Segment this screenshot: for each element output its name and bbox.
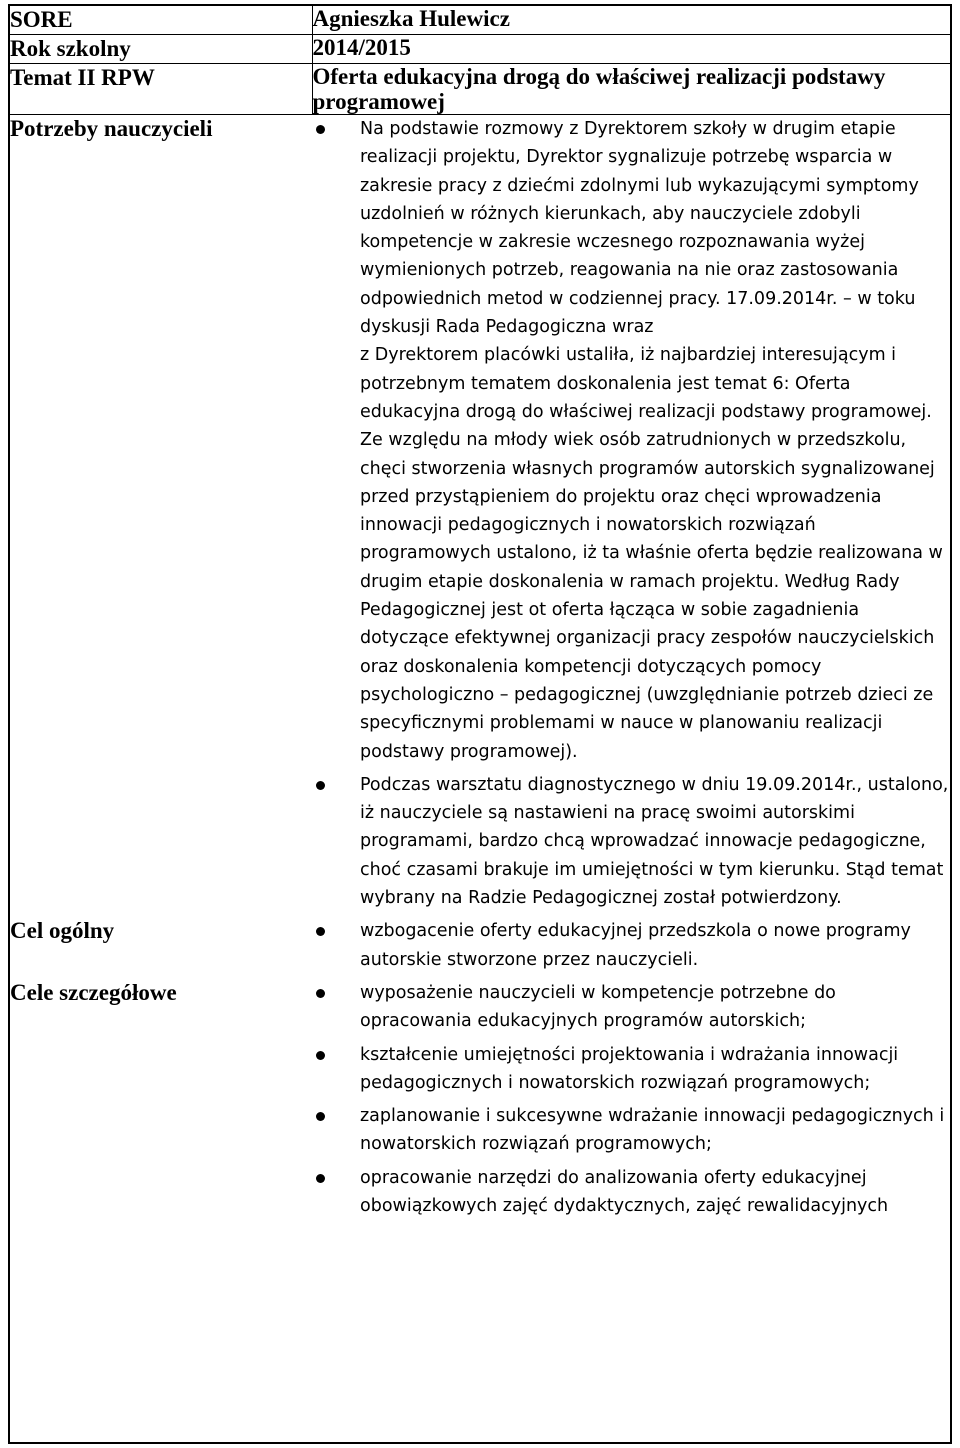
topic-value: Oferta edukacyjna drogą do właściwej realizacji podstawy programowej bbox=[312, 64, 950, 115]
needs-paragraph-1: Na podstawie rozmowy z Dyrektorem szkoły w drugim etapie realizacji projektu, Dyrektor sygnalizuje potrzebę wsparcia w zakresie pracy z dziećmi zdolnymi lub wykazującymi symptomy uzdolnień w różnych kierunkach, aby nauczyciele zdobyli kompetencje w zakresie wczesnego rozpoznawania wyżej wymienionych potrzeb, reagowania na nie oraz zastosowania odpowiednich metod w codziennej pracy. 17.09.2014r. – w toku dyskusji Rada Pedagogiczna wraz bbox=[360, 119, 919, 338]
list-item bbox=[312, 1041, 950, 1098]
topic-label: Temat II RPW bbox=[10, 64, 312, 115]
bullet-icon bbox=[316, 989, 325, 998]
sore-value: Agnieszka Hulewicz bbox=[312, 6, 950, 35]
school-year-value: 2014/2015 bbox=[312, 35, 950, 64]
needs-paragraph-3: Ze względu na młody wiek osób zatrudnionych w przedszkolu, chęci stworzenia własnych programów autorskich sygnalizowanej przed przystąpieniem do projektu oraz chęci wprowadzenia innowacji pedagogicznych i nowatorskich rozwiązań programowych ustalono, iż ta właśnie oferta będzie realizowana w drugim etapie doskonalenia w ramach projektu. Według Rady Pedagogicznej jest ot oferta łącząca w sobie zagadnienia dotyczące efektywnej organizacji pracy zespołów nauczycielskich oraz doskonalenia kompetencji dotyczących pomocy psychologiczno – pedagogicznej (uwzględnianie potrzeb dzieci ze specyficznymi problemami w nauce w planowaniu realizacji podstawy programowej). bbox=[360, 430, 943, 762]
list-item bbox=[312, 771, 950, 912]
row-sore bbox=[10, 6, 950, 35]
needs-paragraph-2: z Dyrektorem placówki ustaliła, iż najbardziej interesującym i potrzebnym tematem doskonalenia jest temat 6: Oferta edukacyjna drogą do właściwej realizacji podstawy programowej. bbox=[360, 345, 932, 422]
school-year-label: Rok szkolny bbox=[10, 35, 312, 64]
bullet-icon bbox=[316, 1174, 325, 1183]
list-item bbox=[312, 1164, 950, 1221]
teacher-needs-content bbox=[312, 115, 950, 918]
row-general-goal bbox=[10, 917, 950, 979]
row-specific-goals bbox=[10, 979, 950, 1225]
specific-goal-text: wyposażenie nauczycieli w kompetencje potrzebne do opracowania edukacyjnych programów autorskich; bbox=[360, 982, 836, 1032]
general-goal-text: wzbogacenie oferty edukacyjnej przedszkola o nowe programy autorskie stworzone przez nauczycieli. bbox=[360, 921, 911, 970]
list-item bbox=[312, 115, 950, 766]
specific-goals-label: Cele szczegółowe bbox=[10, 979, 177, 1005]
row-topic bbox=[10, 64, 950, 115]
sore-label: SORE bbox=[10, 6, 312, 35]
teacher-needs-list bbox=[312, 115, 950, 912]
specific-goals-content bbox=[312, 979, 950, 1225]
teacher-needs-label: Potrzeby nauczycieli bbox=[10, 116, 213, 141]
bullet-icon bbox=[316, 1051, 325, 1060]
list-item bbox=[312, 979, 950, 1036]
row-teacher-needs bbox=[10, 115, 950, 918]
list-item bbox=[312, 1102, 950, 1159]
specific-goals-list bbox=[312, 979, 950, 1220]
specific-goal-text: kształcenie umiejętności projektowania i wdrażania innowacji pedagogicznych i nowatorskich rozwiązań programowych; bbox=[360, 1044, 899, 1093]
document-page bbox=[8, 4, 952, 1444]
specific-goal-text: zaplanowanie i sukcesywne wdrażanie innowacji pedagogicznych i nowatorskich rozwiązań programowych; bbox=[360, 1106, 945, 1155]
general-goal-content bbox=[312, 917, 950, 979]
needs-paragraph-4: Podczas warsztatu diagnostycznego w dniu 19.09.2014r., ustalono, iż nauczyciele są nastawieni na pracę swoimi autorskimi programami, bardzo chcą wprowadzać innowacje pedagogiczne, choć czasami brakuje im umiejętności w tym kierunku. Stąd temat wybrany na Radzie Pedagogicznej został potwierdzony. bbox=[360, 774, 949, 909]
general-goal-label: Cel ogólny bbox=[10, 918, 115, 944]
bullet-icon bbox=[316, 125, 325, 134]
bullet-icon bbox=[316, 781, 325, 790]
bullet-icon bbox=[316, 1112, 325, 1121]
bullet-icon bbox=[316, 927, 325, 936]
list-item bbox=[312, 917, 950, 974]
general-goal-list bbox=[312, 917, 950, 974]
project-table bbox=[10, 6, 950, 1225]
row-school-year bbox=[10, 35, 950, 64]
specific-goal-text: opracowanie narzędzi do analizowania oferty edukacyjnej obowiązkowych zajęć dydaktycznych, zajęć rewalidacyjnych bbox=[360, 1167, 889, 1216]
